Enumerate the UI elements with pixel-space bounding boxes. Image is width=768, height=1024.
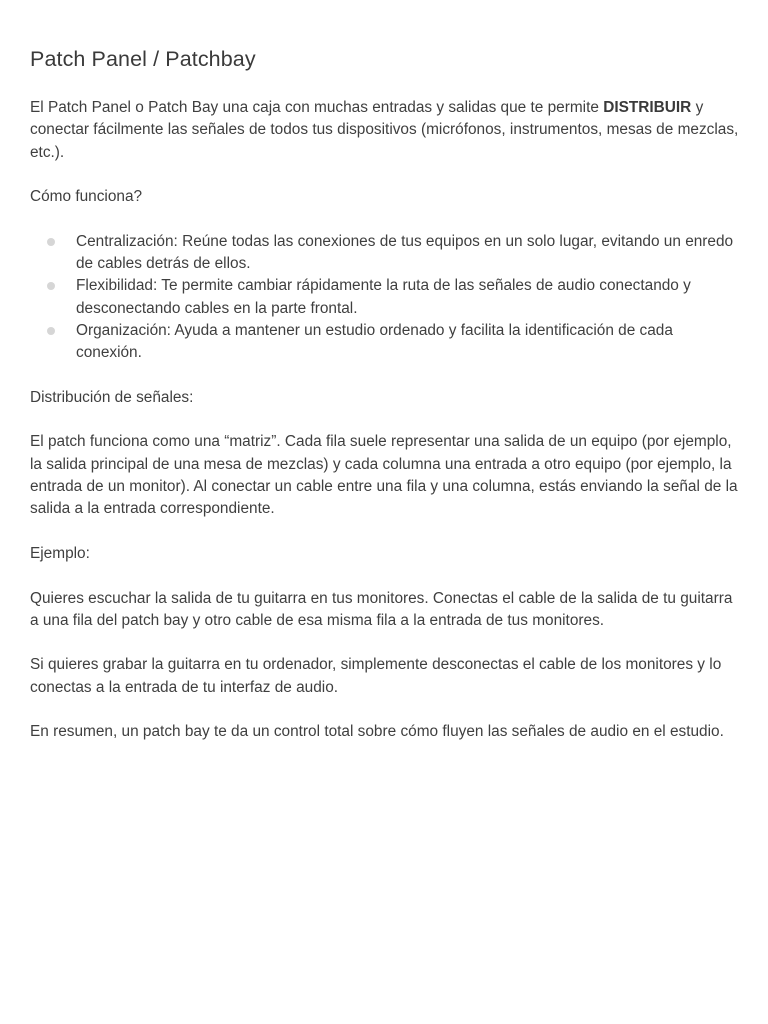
intro-text-start: El Patch Panel o Patch Bay una caja con muchas entradas y salidas que te permite xyxy=(30,99,604,116)
spacer xyxy=(30,208,740,230)
list-item-text: Flexibilidad: Te permite cambiar rápidamente la ruta de las señales de audio conectando y desconectando cables en la parte frontal. xyxy=(76,277,691,317)
spacer xyxy=(30,632,740,654)
list-item-text: Centralización: Reúne todas las conexiones de tus equipos en un solo lugar, evitando un enredo de cables detrás de ellos. xyxy=(76,232,734,273)
bullet-dot-icon xyxy=(47,327,55,335)
spacer xyxy=(30,365,740,387)
intro-text-end: y conectar fácilmente las señales de todos tus dispositivos (micrófonos, instrumentos, mesas de mezclas, etc.). xyxy=(30,99,739,161)
spacer xyxy=(30,521,740,543)
intro-paragraph xyxy=(30,97,740,164)
features-list xyxy=(30,231,740,365)
distribution-heading: Distribución de señales: xyxy=(30,388,194,406)
bullet-dot-icon xyxy=(47,282,55,290)
list-item xyxy=(30,275,740,320)
example-paragraph-1: Quieres escuchar la salida de tu guitarra en tus monitores. Conectas el cable de la salida de tu guitarra a una fila del patch bay y otro cable de esa misma fila a la entrada de tus monitores. xyxy=(30,589,733,629)
page-title: Patch Panel / Patchbay xyxy=(30,47,256,71)
example-paragraph-2: Si quieres grabar la guitarra en tu ordenador, simplemente desconectas el cable de los monitores y lo conectas a la entrada de tu interfaz de audio. xyxy=(30,656,722,696)
intro-bold-keyword: DISTRIBUIR xyxy=(603,99,692,116)
spacer xyxy=(30,164,740,186)
bullet-dot-icon xyxy=(47,238,55,246)
summary-paragraph: En resumen, un patch bay te da un control total sobre cómo fluyen las señales de audio en el estudio. xyxy=(30,723,724,741)
how-heading: Cómo funciona? xyxy=(30,188,143,206)
list-item-text: Organización: Ayuda a mantener un estudio ordenado y facilita la identificación de cada conexión. xyxy=(76,321,673,362)
spacer xyxy=(30,565,740,587)
spacer xyxy=(30,409,740,431)
spacer xyxy=(30,699,740,721)
distribution-paragraph: El patch funciona como una “matriz”. Cada fila suele representar una salida de un equipo (por ejemplo, la salida principal de una mesa de mezclas) y cada columna una entrada a otro equipo (por ejemplo, la entrada de un monitor). Al conectar un cable entre una fila y una columna, estás enviando la señal de la salida a la entrada correspondiente. xyxy=(30,433,738,518)
example-heading: Ejemplo: xyxy=(30,544,90,562)
list-item xyxy=(30,231,740,276)
list-item xyxy=(30,320,740,365)
